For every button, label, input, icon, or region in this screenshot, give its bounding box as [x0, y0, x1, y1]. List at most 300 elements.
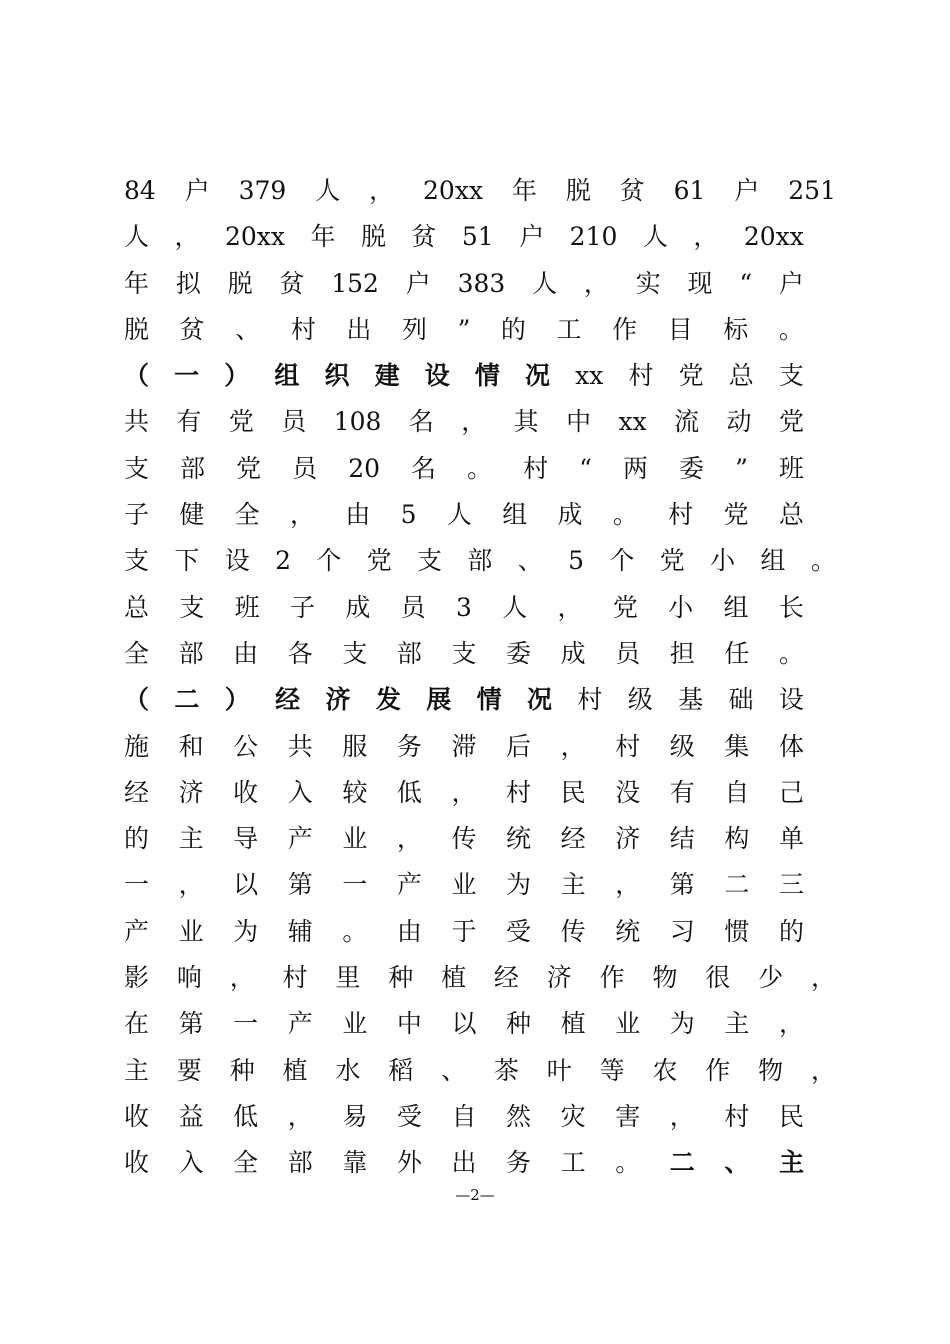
text-token: 支 — [342, 638, 368, 668]
heading-token: 发 — [375, 685, 401, 715]
text-token: 51 — [461, 222, 494, 252]
text-token: ， — [396, 824, 422, 854]
text-token: 户 — [519, 222, 545, 252]
text-token: 构 — [724, 824, 750, 854]
text-token: 有 — [669, 777, 695, 807]
text-token: 自 — [451, 1101, 477, 1131]
text-line — [124, 955, 836, 1001]
heading-token: （ — [124, 685, 150, 715]
text-token: 入 — [178, 1148, 204, 1178]
text-token: 传 — [560, 916, 586, 946]
text-token: 部 — [178, 638, 204, 668]
text-token: 健 — [179, 500, 205, 530]
heading-token: 情 — [474, 361, 500, 391]
text-token: 现 — [687, 268, 713, 298]
text-line — [124, 399, 804, 445]
text-line — [124, 816, 804, 862]
text-token: 害 — [615, 1101, 641, 1131]
text-token: 61 — [673, 176, 706, 205]
text-line — [124, 492, 804, 538]
text-token: 贫 — [619, 176, 645, 205]
text-line — [124, 538, 836, 584]
page-number: —2— — [455, 1186, 495, 1204]
heading-token: 主 — [778, 1148, 804, 1178]
text-line — [124, 770, 804, 816]
text-token: 公 — [233, 731, 259, 761]
text-line — [124, 214, 804, 260]
text-token: ， — [461, 407, 487, 437]
text-token: 部 — [180, 453, 206, 483]
text-token: 体 — [778, 731, 804, 761]
text-token: 务 — [396, 731, 422, 761]
text-line — [124, 862, 804, 908]
text-token: 收 — [124, 1101, 150, 1131]
text-token: 集 — [724, 731, 750, 761]
text-token: 成 — [345, 592, 371, 622]
text-token: ， — [174, 222, 200, 252]
text-token: 20 — [348, 453, 380, 483]
text-token: 流 — [674, 407, 700, 437]
text-token: 的 — [124, 824, 150, 854]
text-token: 党 — [678, 361, 704, 391]
text-token: 种 — [229, 1055, 255, 1085]
text-token: 列 — [401, 314, 427, 344]
text-token: 组 — [723, 592, 749, 622]
text-token: 152 — [331, 268, 379, 298]
text-token: 收 — [124, 1148, 150, 1178]
text-token: xx — [618, 407, 647, 437]
text-token: 茶 — [493, 1055, 519, 1085]
text-token: 总 — [124, 592, 150, 622]
text-token: 支 — [778, 361, 804, 391]
text-token: 级 — [669, 731, 695, 761]
heading-token: 织 — [324, 361, 350, 391]
heading-token: 经 — [275, 685, 301, 715]
text-token: 中 — [566, 407, 592, 437]
text-token: 员 — [615, 638, 641, 668]
text-token: 人 — [315, 176, 341, 205]
text-token: 户 — [734, 176, 760, 205]
text-token: 业 — [178, 916, 204, 946]
text-token: 党 — [228, 407, 254, 437]
text-token: ， — [557, 592, 583, 622]
text-token: 导 — [233, 824, 259, 854]
text-token: 379 — [238, 176, 287, 205]
text-token: 年 — [310, 222, 336, 252]
text-token: 一 — [233, 1009, 259, 1039]
text-token: 部 — [396, 638, 422, 668]
text-token: 总 — [728, 361, 754, 391]
heading-token: 况 — [525, 361, 551, 391]
text-token: 设 — [778, 685, 804, 715]
text-token: 级 — [627, 685, 653, 715]
text-token: 业 — [342, 1009, 368, 1039]
text-token: ， — [810, 1055, 836, 1085]
text-token: 基 — [678, 685, 704, 715]
text-token: 5 — [568, 546, 585, 576]
text-token: 总 — [778, 500, 804, 530]
text-token: 结 — [669, 824, 695, 854]
text-token: 户 — [405, 268, 431, 298]
text-token: 济 — [178, 777, 204, 807]
text-token: 受 — [396, 1101, 422, 1131]
text-token: 以 — [233, 870, 259, 900]
text-token: 支 — [124, 546, 150, 576]
text-token: 习 — [669, 916, 695, 946]
text-token: “ — [579, 453, 592, 483]
text-token: 出 — [346, 314, 372, 344]
text-token: ， — [669, 1101, 695, 1131]
text-token: 贫 — [279, 268, 305, 298]
text-token: 经 — [124, 777, 150, 807]
text-token: 为 — [233, 916, 259, 946]
text-token: 员 — [400, 592, 426, 622]
text-token: 村 — [290, 314, 316, 344]
text-token: 拟 — [175, 268, 201, 298]
text-token: 下 — [174, 546, 200, 576]
text-token: 党 — [659, 546, 685, 576]
text-token: 20xx — [743, 222, 804, 252]
text-token: 目 — [667, 314, 693, 344]
text-token: ， — [287, 1101, 313, 1131]
text-token: 服 — [342, 731, 368, 761]
text-token: 低 — [233, 1101, 259, 1131]
text-token: 受 — [506, 916, 532, 946]
text-token: 较 — [342, 777, 368, 807]
text-token: 产 — [396, 870, 422, 900]
text-token: 础 — [728, 685, 754, 715]
text-token: 益 — [178, 1101, 204, 1131]
text-token: 在 — [124, 1009, 150, 1039]
text-token: 很 — [705, 963, 731, 993]
text-token: 、 — [517, 546, 543, 576]
text-token: 村 — [615, 731, 641, 761]
text-token: 水 — [335, 1055, 361, 1085]
text-token: 20xx — [423, 176, 484, 205]
text-token: 2 — [275, 546, 291, 576]
text-line — [124, 631, 804, 677]
text-token: 长 — [778, 592, 804, 622]
text-token: 。 — [810, 546, 836, 576]
text-token: 主 — [124, 1055, 150, 1085]
heading-token: （ — [124, 361, 150, 391]
text-token: 人 — [124, 222, 150, 252]
text-token: 村 — [523, 453, 549, 483]
text-token: 村 — [282, 963, 308, 993]
heading-token: 济 — [325, 685, 351, 715]
text-token: 植 — [560, 1009, 586, 1039]
text-token: 务 — [506, 1148, 532, 1178]
text-token: 党 — [236, 453, 262, 483]
text-token: 人 — [502, 592, 528, 622]
text-token: 年 — [511, 176, 537, 205]
text-token: 为 — [669, 1009, 695, 1039]
text-token: 子 — [289, 592, 315, 622]
text-token: ， — [615, 870, 641, 900]
text-token: 农 — [652, 1055, 678, 1085]
text-token: 任 — [724, 638, 750, 668]
text-token: 党 — [778, 407, 804, 437]
text-token: 其 — [513, 407, 539, 437]
text-token: 个 — [609, 546, 635, 576]
text-token: 组 — [760, 546, 786, 576]
text-token: 党 — [723, 500, 749, 530]
text-token: 传 — [451, 824, 477, 854]
text-token: 由 — [233, 638, 259, 668]
text-token: 村 — [577, 685, 603, 715]
text-token: 于 — [451, 916, 477, 946]
text-token: 村 — [628, 361, 654, 391]
text-token: 和 — [178, 731, 204, 761]
text-token: 小 — [710, 546, 736, 576]
text-token: 支 — [124, 453, 150, 483]
text-token: ， — [178, 870, 204, 900]
text-token: 中 — [396, 1009, 422, 1039]
text-token: 村 — [724, 1101, 750, 1131]
text-token: 灾 — [560, 1101, 586, 1131]
text-token: 。 — [342, 916, 368, 946]
text-token: ， — [810, 963, 836, 993]
text-token: 委 — [679, 453, 705, 483]
text-token: 收 — [233, 777, 259, 807]
text-token: ， — [229, 963, 255, 993]
text-token: 经 — [560, 824, 586, 854]
text-token: 全 — [233, 1148, 259, 1178]
text-token: 人 — [446, 500, 472, 530]
heading-token: 展 — [426, 685, 452, 715]
text-token: 响 — [176, 963, 202, 993]
text-token: 人 — [642, 222, 668, 252]
text-token: 班 — [234, 592, 260, 622]
text-token: 由 — [396, 916, 422, 946]
text-token: 各 — [287, 638, 313, 668]
text-token: 实 — [635, 268, 661, 298]
text-token: 要 — [176, 1055, 202, 1085]
text-token: 作 — [705, 1055, 731, 1085]
text-token: 的 — [778, 916, 804, 946]
text-token: 业 — [615, 1009, 641, 1039]
text-token: 一 — [342, 870, 368, 900]
text-token: 383 — [457, 268, 506, 298]
text-line — [124, 446, 804, 492]
text-token: 低 — [396, 777, 422, 807]
text-token: 委 — [506, 638, 532, 668]
text-token: 第 — [669, 870, 695, 900]
text-token: 少 — [758, 963, 784, 993]
text-token: 210 — [569, 222, 618, 252]
text-token: 脱 — [227, 268, 253, 298]
text-token: 贫 — [179, 314, 205, 344]
text-token: 单 — [778, 824, 804, 854]
text-token: 统 — [506, 824, 532, 854]
text-token: 年 — [124, 268, 150, 298]
text-token: 脱 — [124, 314, 150, 344]
heading-token: 情 — [476, 685, 502, 715]
text-token: 里 — [335, 963, 361, 993]
text-token: 共 — [124, 407, 150, 437]
text-token: 三 — [778, 870, 804, 900]
text-token: 业 — [451, 870, 477, 900]
text-token: 108 — [333, 407, 382, 437]
text-token: 产 — [287, 824, 313, 854]
text-token: 植 — [282, 1055, 308, 1085]
text-token: 党 — [612, 592, 638, 622]
text-token: 易 — [342, 1101, 368, 1131]
text-token: 后 — [506, 731, 532, 761]
text-line — [124, 307, 804, 353]
text-line — [124, 1094, 804, 1140]
text-token: 辅 — [287, 916, 313, 946]
text-token: 出 — [451, 1148, 477, 1178]
text-token: 物 — [758, 1055, 784, 1085]
text-token: 入 — [287, 777, 313, 807]
text-token: 济 — [615, 824, 641, 854]
text-token: 作 — [612, 314, 638, 344]
text-token: 外 — [396, 1148, 422, 1178]
heading-token: ） — [224, 685, 250, 715]
text-token: 党 — [366, 546, 392, 576]
text-token: 部 — [467, 546, 493, 576]
text-token: 村 — [668, 500, 694, 530]
text-token: 全 — [124, 638, 150, 668]
text-token: 标 — [723, 314, 749, 344]
text-token: 部 — [287, 1148, 313, 1178]
text-token: “ — [739, 268, 753, 298]
text-line — [124, 1048, 836, 1094]
text-token: 施 — [124, 731, 150, 761]
text-token: 组 — [502, 500, 528, 530]
heading-token: 一 — [174, 361, 200, 391]
text-token: 。 — [612, 500, 638, 530]
text-token: 支 — [451, 638, 477, 668]
text-token: ， — [778, 1009, 804, 1039]
text-token: 经 — [493, 963, 519, 993]
text-token: 惯 — [724, 916, 750, 946]
text-token: 种 — [506, 1009, 532, 1039]
text-token: 叶 — [546, 1055, 572, 1085]
text-token: 。 — [467, 453, 493, 483]
text-token: 名 — [411, 453, 437, 483]
text-line — [124, 1001, 804, 1047]
text-token: 为 — [506, 870, 532, 900]
text-token: 户 — [778, 268, 804, 298]
text-token: 以 — [451, 1009, 477, 1039]
text-token: ， — [583, 268, 609, 298]
text-token: 产 — [287, 1009, 313, 1039]
text-token: 、 — [235, 314, 261, 344]
text-line — [124, 724, 804, 770]
text-token: 业 — [342, 824, 368, 854]
text-token: 251 — [788, 176, 836, 205]
text-token: 个 — [316, 546, 342, 576]
heading-token: ） — [224, 361, 250, 391]
text-token: 己 — [778, 777, 804, 807]
heading-token: 组 — [274, 361, 300, 391]
text-token: 子 — [124, 500, 150, 530]
heading-token: 况 — [527, 685, 553, 715]
text-token: 第 — [178, 1009, 204, 1039]
text-token: 5 — [400, 500, 417, 530]
text-token: 工 — [560, 1148, 586, 1178]
text-line — [124, 261, 804, 307]
text-token: 支 — [417, 546, 443, 576]
text-token: 两 — [622, 453, 648, 483]
text-token: 由 — [345, 500, 371, 530]
text-token: xx — [575, 361, 604, 391]
text-token: 员 — [292, 453, 318, 483]
text-token: 担 — [669, 638, 695, 668]
text-token: 作 — [599, 963, 625, 993]
text-token: 物 — [652, 963, 678, 993]
text-token: 没 — [615, 777, 641, 807]
text-token: 。 — [615, 1148, 641, 1178]
text-token: 设 — [224, 546, 250, 576]
text-token: 影 — [124, 963, 150, 993]
heading-token: 二 — [174, 685, 200, 715]
text-token: 统 — [615, 916, 641, 946]
text-token: 的 — [500, 314, 526, 344]
text-token: 第 — [287, 870, 313, 900]
text-token: 二 — [724, 870, 750, 900]
text-token: 3 — [455, 592, 472, 622]
text-token: ， — [369, 176, 395, 205]
text-token: 然 — [506, 1101, 532, 1131]
text-token: 产 — [124, 916, 150, 946]
heading-token: 建 — [374, 361, 400, 391]
heading-token: 设 — [424, 361, 450, 391]
text-token: 主 — [178, 824, 204, 854]
text-line — [124, 585, 804, 631]
text-token: 成 — [560, 638, 586, 668]
text-token: 贫 — [411, 222, 437, 252]
text-token: ， — [693, 222, 719, 252]
text-token: 全 — [234, 500, 260, 530]
text-token: 20xx — [224, 222, 285, 252]
text-token: ， — [289, 500, 315, 530]
body-text — [124, 168, 844, 1187]
text-token: ， — [451, 777, 477, 807]
text-token: 员 — [281, 407, 307, 437]
text-token: 小 — [668, 592, 694, 622]
text-token: 人 — [532, 268, 558, 298]
text-line — [124, 1140, 804, 1186]
text-token: 84 — [124, 176, 156, 205]
text-token: 民 — [560, 777, 586, 807]
text-token: 成 — [557, 500, 583, 530]
text-token: 主 — [724, 1009, 750, 1039]
text-token: 主 — [560, 870, 586, 900]
text-token: 靠 — [342, 1148, 368, 1178]
text-token: 动 — [726, 407, 752, 437]
text-token: 自 — [724, 777, 750, 807]
text-token: 班 — [778, 453, 804, 483]
text-line — [124, 909, 804, 955]
text-token: 工 — [556, 314, 582, 344]
text-token: 等 — [599, 1055, 625, 1085]
heading-token: 二 — [669, 1148, 695, 1178]
text-token: ， — [560, 731, 586, 761]
text-token: 民 — [778, 1101, 804, 1131]
text-token: 户 — [184, 176, 210, 205]
text-line — [124, 353, 804, 399]
heading-token: 、 — [724, 1148, 750, 1178]
text-token: 滞 — [451, 731, 477, 761]
text-token: 、 — [441, 1055, 467, 1085]
text-token: 村 — [506, 777, 532, 807]
text-token: 共 — [287, 731, 313, 761]
text-token: 稻 — [388, 1055, 414, 1085]
text-token: ” — [457, 314, 471, 344]
